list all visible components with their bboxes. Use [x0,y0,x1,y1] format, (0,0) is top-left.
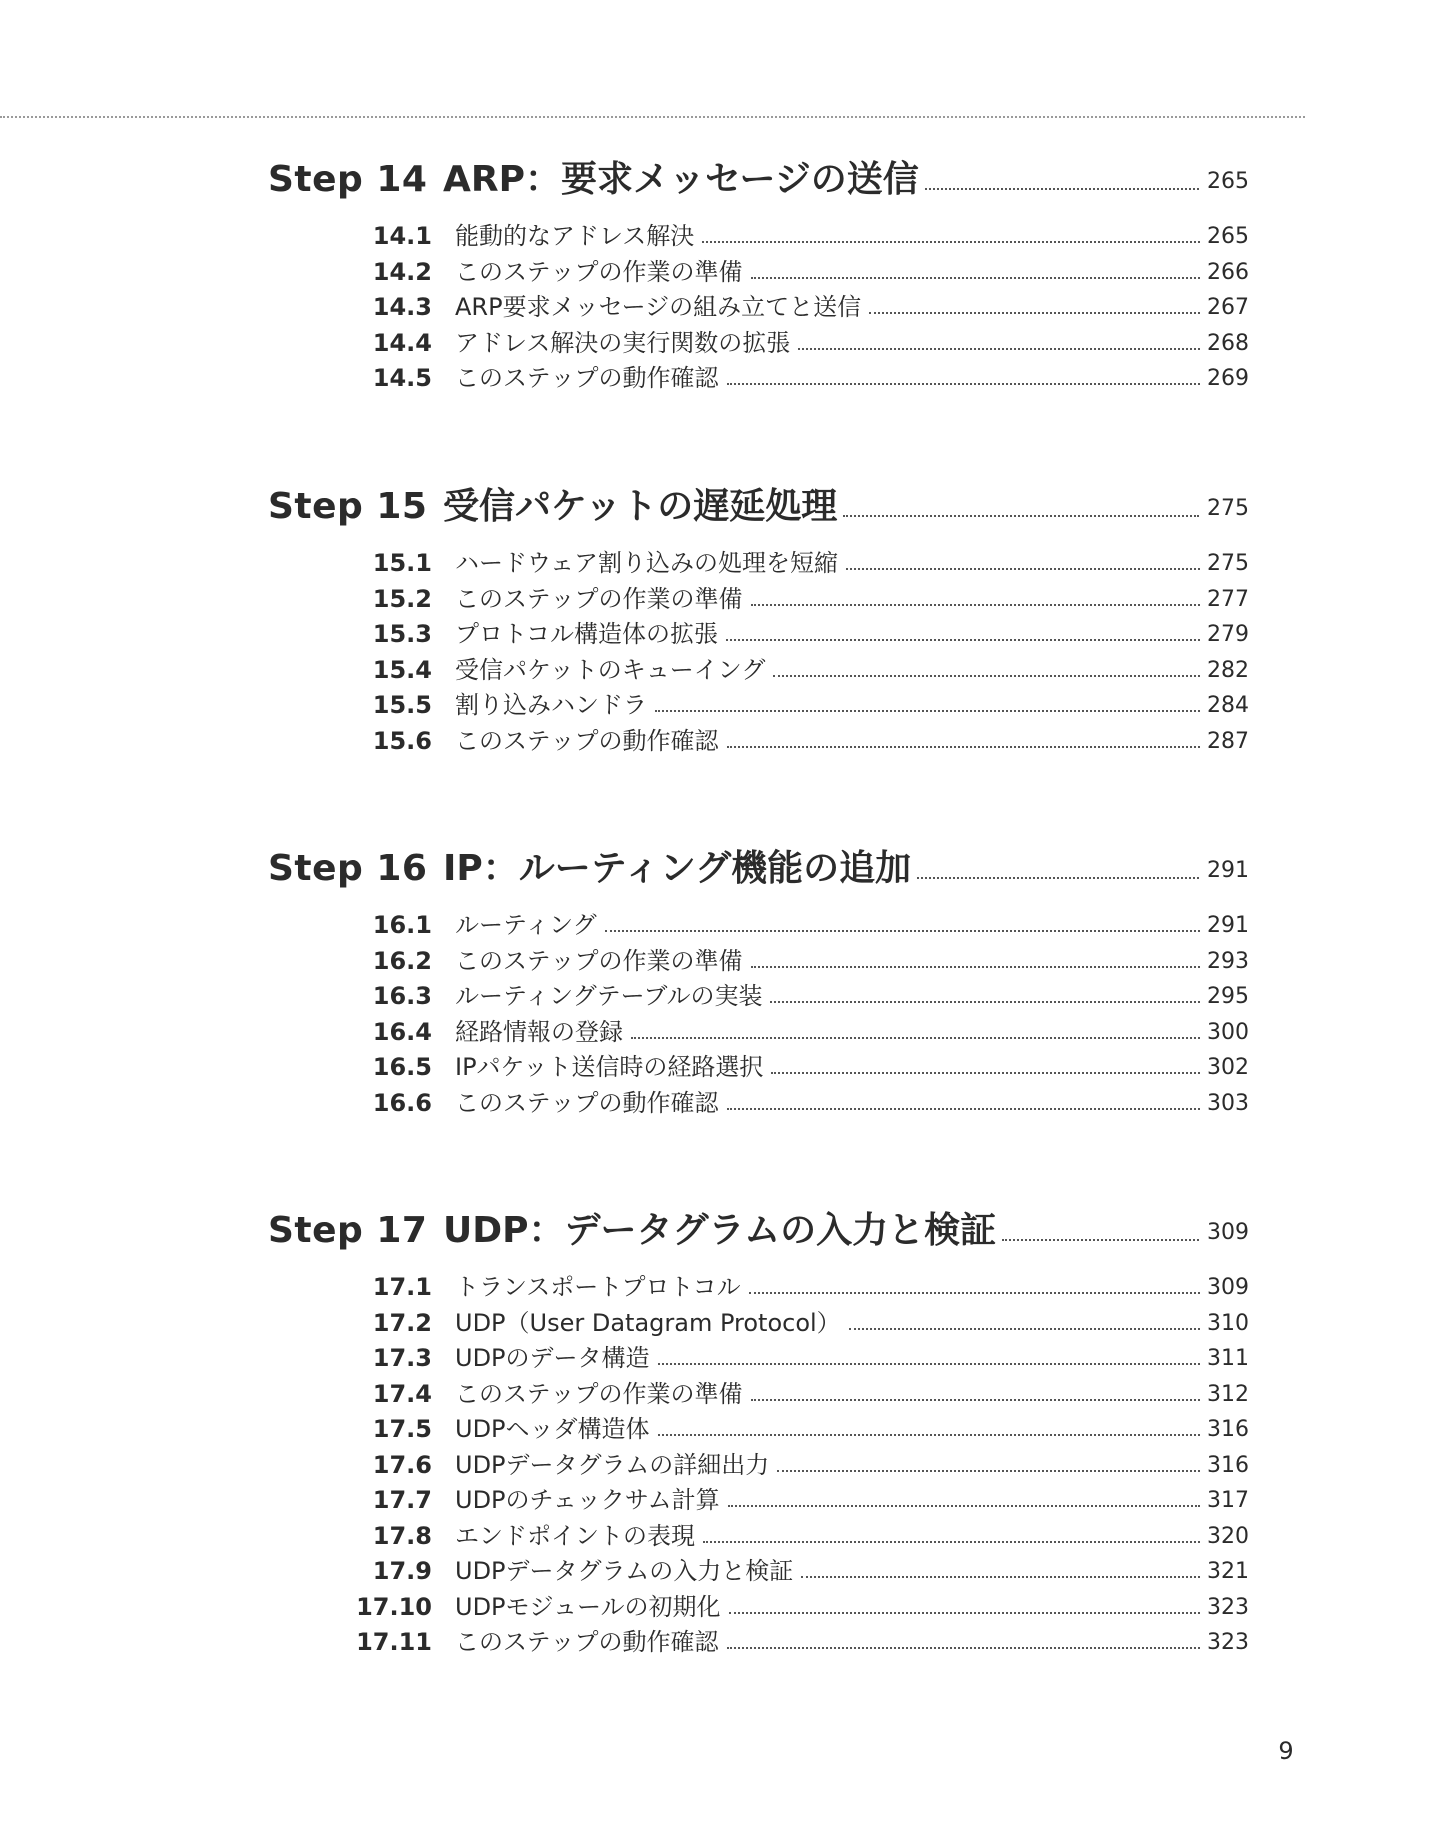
section-number: 17.6 [372,1450,432,1479]
chapter-heading[interactable] [268,479,1249,529]
toc-entry[interactable] [0,1376,1433,1410]
toc-entry[interactable] [0,652,1433,686]
toc-entry[interactable] [0,1269,1433,1303]
section-title: UDPヘッダ構造体 [455,1415,650,1443]
section-page-number: 265 [1207,224,1249,249]
chapter-step-label: Step 17 [268,1210,428,1251]
leader-dots [658,1434,1200,1436]
section-number: 15.6 [372,726,432,755]
leader-dots [729,1612,1200,1614]
section-title: IPパケット送信時の経路選択 [455,1053,764,1081]
section-title: このステップの動作確認 [455,1088,719,1117]
leader-dots [751,277,1200,279]
section-title: このステップの作業の準備 [455,1379,743,1408]
section-number: 16.6 [372,1088,432,1117]
chapter-page-number: 309 [1207,1220,1249,1245]
leader-dots [751,1399,1200,1401]
leader-dots [702,241,1200,243]
section-number: 15.5 [372,691,432,719]
section-number: 17.1 [372,1273,432,1301]
section-number: 16.3 [372,982,432,1010]
toc-entry[interactable] [0,545,1433,579]
section-page-number: 275 [1207,551,1249,576]
section-number: 17.7 [372,1486,432,1514]
leader-dots [703,1541,1200,1543]
section-title: UDPのチェックサム計算 [455,1486,720,1514]
leader-dots [925,188,1199,190]
section-title: UDP（User Datagram Protocol） [455,1308,841,1337]
toc-entry[interactable] [0,616,1433,650]
chapter-title: 受信パケットの遅延処理 [443,486,838,527]
section-number: 14.4 [372,328,432,357]
section-page-number: 311 [1207,1346,1249,1371]
chapter-heading[interactable] [268,1203,1249,1253]
section-number: 17.2 [372,1308,432,1337]
leader-dots [777,1470,1200,1472]
toc-entry[interactable] [0,1340,1433,1374]
toc-entry[interactable] [0,1049,1433,1083]
section-title: ルーティング [455,911,597,939]
section-page-number: 303 [1207,1090,1249,1116]
leader-dots [917,877,1199,879]
section-page-number: 287 [1207,728,1249,754]
section-page-number: 300 [1207,1019,1249,1045]
toc-entry[interactable] [0,1447,1433,1481]
page-number: 9 [1278,1737,1294,1765]
top-dotted-rule [0,116,1305,118]
leader-dots [727,746,1200,748]
section-number: 15.1 [372,549,432,577]
leader-dots [658,1363,1200,1365]
section-number: 15.3 [372,620,432,648]
toc-entry[interactable] [0,325,1433,359]
leader-dots [843,515,1199,517]
leader-dots [771,1072,1200,1074]
section-title: ARP要求メッセージの組み立てと送信 [455,293,862,321]
section-title: エンドポイントの表現 [455,1521,695,1550]
section-page-number: 293 [1207,948,1249,974]
section-page-number: 267 [1207,295,1249,320]
section-page-number: 323 [1207,1594,1249,1620]
section-number: 14.2 [372,257,432,286]
chapter-step-label: Step 16 [268,848,428,889]
section-page-number: 309 [1207,1275,1249,1300]
section-page-number: 282 [1207,657,1249,683]
leader-dots [869,312,1200,314]
toc-entry[interactable] [0,581,1433,615]
section-page-number: 291 [1207,913,1249,938]
section-page-number: 277 [1207,586,1249,612]
section-number: 16.1 [372,911,432,939]
section-page-number: 310 [1207,1310,1249,1336]
toc-entry[interactable] [0,1589,1433,1623]
chapter-page-number: 265 [1207,169,1249,194]
section-title: このステップの作業の準備 [455,257,743,286]
section-page-number: 266 [1207,259,1249,285]
section-title: ハードウェア割り込みの処理を短縮 [455,549,839,577]
section-number: 15.4 [372,655,432,684]
toc-entry[interactable] [0,1085,1433,1119]
leader-dots [605,930,1200,932]
toc-entry[interactable] [0,723,1433,757]
leader-dots [727,383,1200,385]
section-page-number: 312 [1207,1381,1249,1407]
leader-dots [728,1505,1200,1507]
toc-entry[interactable] [0,1305,1433,1339]
section-title: このステップの動作確認 [455,1628,719,1656]
section-number: 14.5 [372,364,432,392]
section-page-number: 268 [1207,330,1249,356]
toc-entry[interactable] [0,1518,1433,1552]
section-title: トランスポートプロトコル [455,1273,741,1301]
toc-entry[interactable] [0,1411,1433,1445]
section-number: 17.5 [372,1415,432,1443]
section-title: このステップの作業の準備 [455,584,743,613]
toc-entry[interactable] [0,687,1433,721]
leader-dots [631,1037,1200,1039]
chapter-title: ARP：要求メッセージの送信 [443,159,919,200]
leader-dots [655,710,1200,712]
toc-entry[interactable] [0,1553,1433,1587]
toc-entry[interactable] [0,1482,1433,1516]
section-title: このステップの動作確認 [455,726,719,755]
leader-dots [749,1292,1200,1294]
leader-dots [751,966,1200,968]
section-number: 17.10 [356,1592,432,1621]
section-title: UDPデータグラムの詳細出力 [455,1450,770,1479]
section-title: ルーティングテーブルの実装 [455,982,763,1010]
section-number: 17.9 [372,1557,432,1585]
leader-dots [849,1328,1200,1330]
leader-dots [770,1001,1200,1003]
leader-dots [801,1576,1200,1578]
section-page-number: 279 [1207,622,1249,647]
section-number: 17.4 [372,1379,432,1408]
leader-dots [846,568,1200,570]
section-title: UDPデータグラムの入力と検証 [455,1557,794,1585]
section-number: 17.3 [372,1344,432,1372]
section-title: 割り込みハンドラ [455,691,647,719]
section-page-number: 269 [1207,366,1249,391]
section-number: 17.11 [356,1628,432,1656]
toc-entry[interactable] [0,1624,1433,1658]
chapter-title: UDP：データグラムの入力と検証 [443,1210,997,1251]
section-title: 経路情報の登録 [455,1017,623,1046]
section-number: 16.2 [372,946,432,975]
toc-entry[interactable] [0,1014,1433,1048]
section-title: UDPのデータ構造 [455,1344,650,1372]
section-number: 16.4 [372,1017,432,1046]
section-page-number: 316 [1207,1452,1249,1478]
section-number: 17.8 [372,1521,432,1550]
section-title: 受信パケットのキューイング [455,655,766,684]
toc-entry[interactable] [0,943,1433,977]
section-number: 14.3 [372,293,432,321]
toc-entry[interactable] [0,254,1433,288]
section-page-number: 284 [1207,693,1249,718]
section-page-number: 320 [1207,1523,1249,1549]
chapter-step-label: Step 15 [268,486,428,527]
section-page-number: 295 [1207,984,1249,1009]
chapter-title: IP：ルーティング機能の追加 [443,848,912,889]
toc-entry[interactable] [0,218,1433,252]
section-page-number: 323 [1207,1630,1249,1655]
section-title: このステップの作業の準備 [455,946,743,975]
toc-entry[interactable] [0,907,1433,941]
leader-dots [727,1108,1200,1110]
chapter-heading[interactable] [268,152,1249,202]
chapter-heading[interactable] [268,841,1249,891]
chapter-page-number: 275 [1207,496,1249,521]
toc-entry[interactable] [0,978,1433,1012]
toc-entry[interactable] [0,360,1433,394]
section-page-number: 321 [1207,1559,1249,1584]
leader-dots [798,348,1200,350]
leader-dots [726,639,1200,641]
section-page-number: 316 [1207,1417,1249,1442]
section-title: 能動的なアドレス解決 [455,222,695,250]
chapter-page-number: 291 [1207,858,1249,883]
section-title: UDPモジュールの初期化 [455,1592,721,1621]
chapter-step-label: Step 14 [268,159,428,200]
section-number: 16.5 [372,1053,432,1081]
leader-dots [773,675,1200,677]
section-title: アドレス解決の実行関数の拡張 [455,328,791,357]
leader-dots [751,604,1200,606]
section-number: 15.2 [372,584,432,613]
section-title: プロトコル構造体の拡張 [455,620,719,648]
toc-entry[interactable] [0,289,1433,323]
section-title: このステップの動作確認 [455,364,719,392]
section-page-number: 302 [1207,1055,1249,1080]
leader-dots [727,1647,1200,1649]
section-number: 14.1 [372,222,432,250]
section-page-number: 317 [1207,1488,1249,1513]
leader-dots [1002,1239,1199,1241]
